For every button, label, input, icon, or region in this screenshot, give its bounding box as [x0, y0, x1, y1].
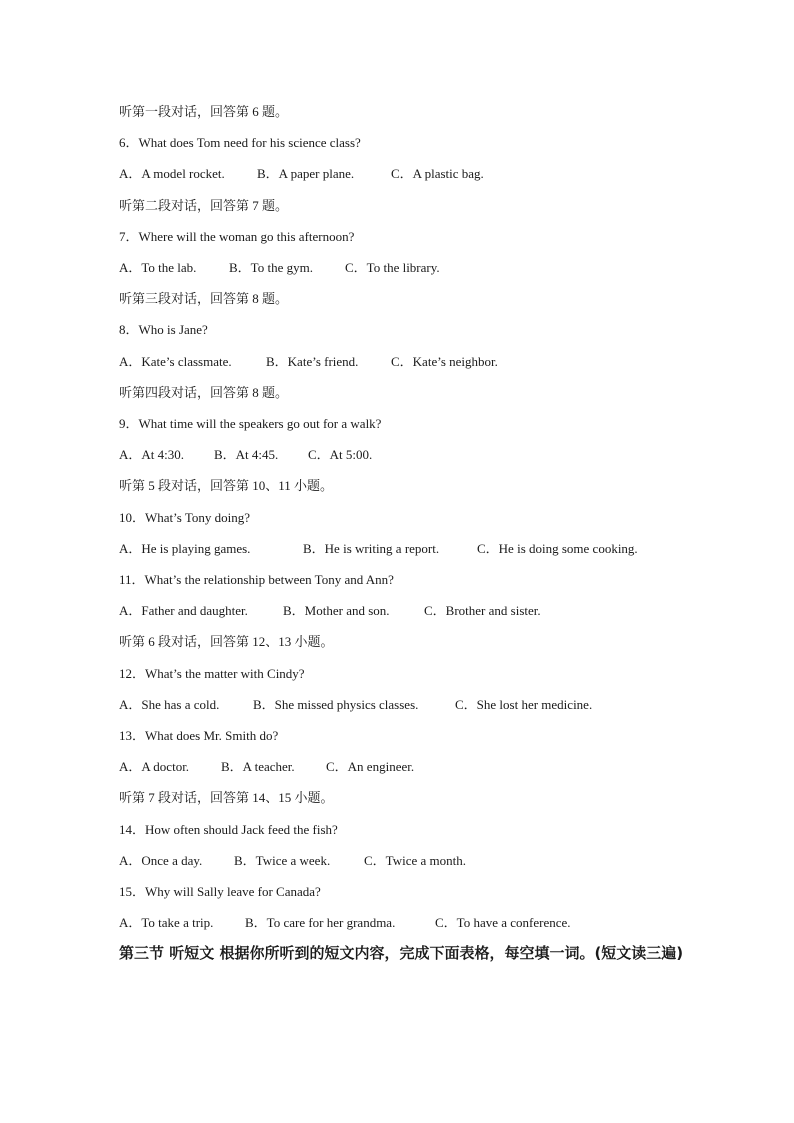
answer-option: B．Kate’s friend. [266, 353, 359, 369]
dialogue-instruction: 听第 6 段对话，回答第 12、13 小题。 [119, 634, 334, 650]
question-text: 12．What’s the matter with Cindy? [119, 665, 305, 681]
question-text: 8．Who is Jane? [119, 322, 208, 338]
answer-option: B．To the gym. [229, 260, 313, 275]
dialogue-instruction: 听第 7 段对话，回答第 14、15 小题。 [119, 790, 334, 806]
question-text: 10．What’s Tony doing? [119, 509, 251, 525]
question-text: 7．Where will the woman go this afternoon? [119, 228, 355, 244]
answer-option: C．He is doing some cooking. [477, 540, 638, 556]
answer-option: C．She lost her medicine. [455, 696, 593, 712]
answer-option: C．Kate’s neighbor. [391, 353, 498, 369]
answer-option: C．At 5:00. [308, 447, 373, 463]
question-text: 11．What’s the relationship between Tony and Ann? [119, 572, 394, 587]
dialogue-instruction: 听第四段对话，回答第 8 题。 [119, 384, 289, 400]
dialogue-instruction: 听第三段对话，回答第 8 题。 [119, 291, 289, 307]
dialogue-instruction: 听第 5 段对话，回答第 10、11 小题。 [119, 478, 334, 494]
answer-option: A．Kate’s classmate. [119, 353, 232, 369]
answer-option: C．Twice a month. [364, 852, 466, 868]
dialogue-instruction: 听第一段对话，回答第 6 题。 [119, 104, 289, 119]
answer-option: A．Once a day. [119, 852, 203, 868]
answer-option: B．A teacher. [221, 759, 295, 775]
answer-option: A．He is playing games. [119, 540, 251, 556]
answer-option: C．To have a conference. [435, 915, 571, 931]
answer-option: C．A plastic bag. [391, 166, 484, 182]
dialogue-instruction: 听第二段对话，回答第 7 题。 [119, 197, 289, 213]
answer-option: A．She has a cold. [119, 696, 220, 712]
answer-option: A．To the lab. [119, 260, 197, 275]
answer-option: B．To care for her grandma. [245, 915, 396, 931]
answer-option: A．To take a trip. [119, 915, 214, 931]
answer-option: A．A model rocket. [119, 166, 225, 182]
section-heading: 第三节 听短文 根据你所听到的短文内容，完成下面表格，每空填一词。(短文读三遍) [119, 944, 684, 962]
question-text: 13．What does Mr. Smith do? [119, 728, 279, 743]
answer-option: B．She missed physics classes. [253, 696, 419, 712]
answer-option: B．At 4:45. [214, 447, 279, 463]
answer-option: A．Father and daughter. [119, 603, 248, 619]
answer-option: B．He is writing a report. [303, 540, 440, 556]
question-text: 15．Why will Sally leave for Canada? [119, 884, 321, 899]
question-text: 14．How often should Jack feed the fish? [119, 821, 338, 837]
answer-option: B．Mother and son. [283, 603, 390, 619]
answer-option: C．Brother and sister. [424, 603, 541, 619]
question-text: 9．What time will the speakers go out for a walk? [119, 416, 382, 431]
question-text: 6．What does Tom need for his science class? [119, 135, 361, 151]
answer-option: C．An engineer. [326, 759, 415, 775]
answer-option: A．A doctor. [119, 759, 190, 775]
answer-option: A．At 4:30. [119, 447, 185, 463]
answer-option: C．To the library. [345, 260, 440, 275]
answer-option: B．Twice a week. [234, 852, 331, 868]
answer-option: B．A paper plane. [257, 166, 355, 182]
